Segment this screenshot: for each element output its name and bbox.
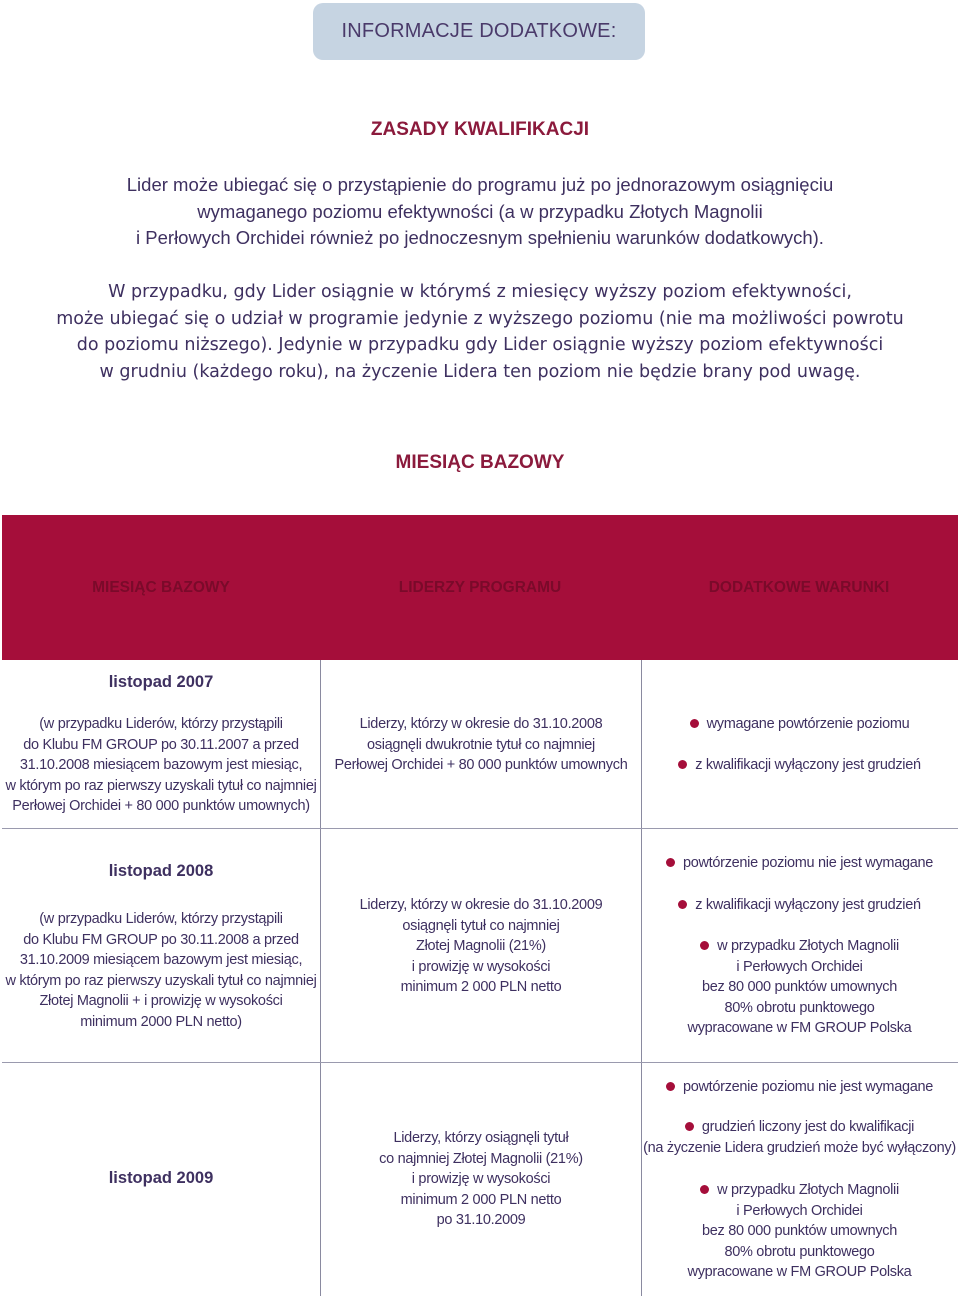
note-line: (w przypadku Liderów, którzy przystąpili [39, 911, 283, 927]
paragraph-2-line: może ubiegać się o udział w programie jedynie z wyższego poziomu (nie ma możliwości powrotu [56, 308, 904, 329]
note-line: do Klubu FM GROUP po 30.11.2007 a przed [23, 736, 299, 753]
leaders-line: Złotej Magnolii (21%) [416, 938, 546, 954]
leaders-text [321, 714, 641, 776]
section-title-qualification: ZASADY KWALIFIKACJI [370, 119, 590, 140]
bullet-icon [700, 1185, 709, 1194]
condition-line: z kwalifikacji wyłączony jest grudzień [695, 757, 921, 773]
cell-month [2, 1063, 320, 1296]
cell-conditions [641, 660, 958, 828]
note-line: (w przypadku Liderów, którzy przystąpili [39, 716, 283, 732]
leaders-line: i prowizję w wysokości [411, 958, 551, 975]
cell-leaders [320, 829, 642, 1062]
leaders-line: minimum 2 000 PLN netto [400, 1191, 562, 1208]
note-line: w którym po raz pierwszy uzyskali tytuł co najmniej [5, 972, 317, 989]
leaders-line: Liderzy, którzy w okresie do 31.10.2009 [359, 897, 603, 913]
condition-item [641, 1180, 958, 1283]
cell-month [2, 660, 320, 828]
cell-month [2, 829, 320, 1062]
leaders-line: po 31.10.2009 [436, 1212, 526, 1228]
condition-item [641, 853, 958, 874]
page-header-title: INFORMACJE DODATKOWE: [341, 20, 617, 42]
leaders-line: Liderzy, którzy w okresie do 31.10.2008 [359, 716, 603, 732]
cell-leaders [320, 660, 642, 828]
condition-item [641, 936, 958, 1039]
column-header-leaders: LIDERZY PROGRAMU [398, 578, 562, 596]
bullet-icon [678, 900, 687, 909]
bullet-icon [700, 941, 709, 950]
condition-line: w przypadku Złotych Magnolii [717, 1182, 899, 1198]
note-line: 31.10.2009 miesiącem bazowym jest miesiąc, [19, 952, 303, 968]
note-line: 31.10.2008 miesiącem bazowym jest miesiąc, [19, 757, 303, 773]
bullet-icon [678, 760, 687, 769]
month-note [2, 714, 320, 817]
condition-line: 80% obrotu punktowego [724, 999, 875, 1016]
paragraph-2-line: w grudniu (każdego roku), na życzenie Lidera ten poziom nie będzie brany pod uwagę. [99, 361, 861, 382]
table-row [2, 1063, 958, 1296]
condition-line: (na życzenie Lidera grudzień może być wyłączony) [643, 1139, 956, 1156]
paragraph-2-line: do poziomu niższego). Jedynie w przypadku gdy Lider osiągnie wyższy poziom efektywności [76, 335, 884, 355]
leaders-text [321, 1128, 641, 1231]
leaders-line: i prowizję w wysokości [411, 1171, 551, 1187]
cell-leaders [320, 1063, 642, 1296]
month-note [2, 909, 320, 1032]
column-header-conditions: DODATKOWE WARUNKI [708, 578, 890, 596]
note-line: Perłowej Orchidei + 80 000 punktów umownych) [12, 798, 310, 814]
leaders-line: osiągnęli tytuł co najmniej [402, 917, 560, 934]
month-label: listopad 2009 [108, 1169, 214, 1187]
condition-line: wymagane powtórzenie poziomu [706, 716, 910, 732]
cell-conditions [641, 829, 958, 1062]
paragraph-1-line: Lider może ubiegać się o przystąpienie do programu już po jednorazowym osiągnięciu [126, 174, 834, 195]
table-row [2, 660, 958, 828]
condition-line: powtórzenie poziomu nie jest wymagane [682, 855, 934, 871]
condition-item [641, 1077, 958, 1098]
bullet-icon [666, 1082, 675, 1091]
condition-line: bez 80 000 punktów umownych [701, 979, 898, 995]
table-header [2, 515, 958, 660]
paragraph-1-line: wymaganego poziomu efektywności (a w przypadku Złotych Magnolii [197, 200, 763, 222]
page-header [313, 3, 645, 60]
section-title-base-month: MIESIĄC BAZOWY [395, 452, 565, 473]
bullet-icon [685, 1122, 694, 1131]
leaders-line: Perłowej Orchidei + 80 000 punktów umownych [334, 757, 628, 773]
month-label: listopad 2008 [108, 862, 214, 880]
paragraph-2-line: W przypadku, gdy Lider osiągnie w którymś z miesięcy wyższy poziom efektywności, [108, 282, 852, 302]
note-line: minimum 2000 PLN netto) [80, 1013, 242, 1030]
month-label: listopad 2007 [108, 673, 214, 691]
leaders-line: minimum 2 000 PLN netto [400, 979, 562, 995]
leaders-line: osiągnęli dwukrotnie tytuł co najmniej [367, 736, 595, 753]
bullet-icon [666, 858, 675, 867]
condition-item [641, 895, 958, 916]
paragraph-1 [0, 172, 960, 252]
condition-line: i Perłowych Orchidei [736, 1202, 863, 1219]
condition-line: wypracowane w FM GROUP Polska [687, 1020, 912, 1036]
leaders-line: Liderzy, którzy osiągnęli tytuł [393, 1130, 569, 1146]
bullet-icon [690, 719, 699, 728]
condition-item [641, 1117, 958, 1158]
note-line: w którym po raz pierwszy uzyskali tytuł co najmniej [5, 777, 317, 794]
note-line: Złotej Magnolii + i prowizję w wysokości [39, 993, 283, 1009]
condition-line: powtórzenie poziomu nie jest wymagane [682, 1079, 934, 1095]
leaders-text [321, 895, 641, 998]
condition-line: grudzień liczony jest do kwalifikacji [701, 1119, 915, 1135]
condition-item [641, 714, 958, 735]
paragraph-1-line: i Perłowych Orchidei również po jednoczesnym spełnieniu warunków dodatkowych). [136, 227, 824, 248]
paragraph-2 [0, 279, 960, 385]
condition-item [641, 755, 958, 776]
condition-line: bez 80 000 punktów umownych [701, 1223, 898, 1239]
condition-line: w przypadku Złotych Magnolii [717, 938, 899, 954]
note-line: do Klubu FM GROUP po 30.11.2008 a przed [23, 931, 299, 948]
condition-line: 80% obrotu punktowego [724, 1243, 875, 1260]
condition-line: i Perłowych Orchidei [736, 958, 863, 975]
cell-conditions [641, 1063, 958, 1296]
column-header-base-month: MIESIĄC BAZOWY [92, 578, 230, 596]
condition-line: z kwalifikacji wyłączony jest grudzień [695, 897, 921, 913]
table-row [2, 829, 958, 1062]
leaders-line: co najmniej Złotej Magnolii (21%) [379, 1150, 583, 1167]
condition-line: wypracowane w FM GROUP Polska [687, 1264, 912, 1280]
